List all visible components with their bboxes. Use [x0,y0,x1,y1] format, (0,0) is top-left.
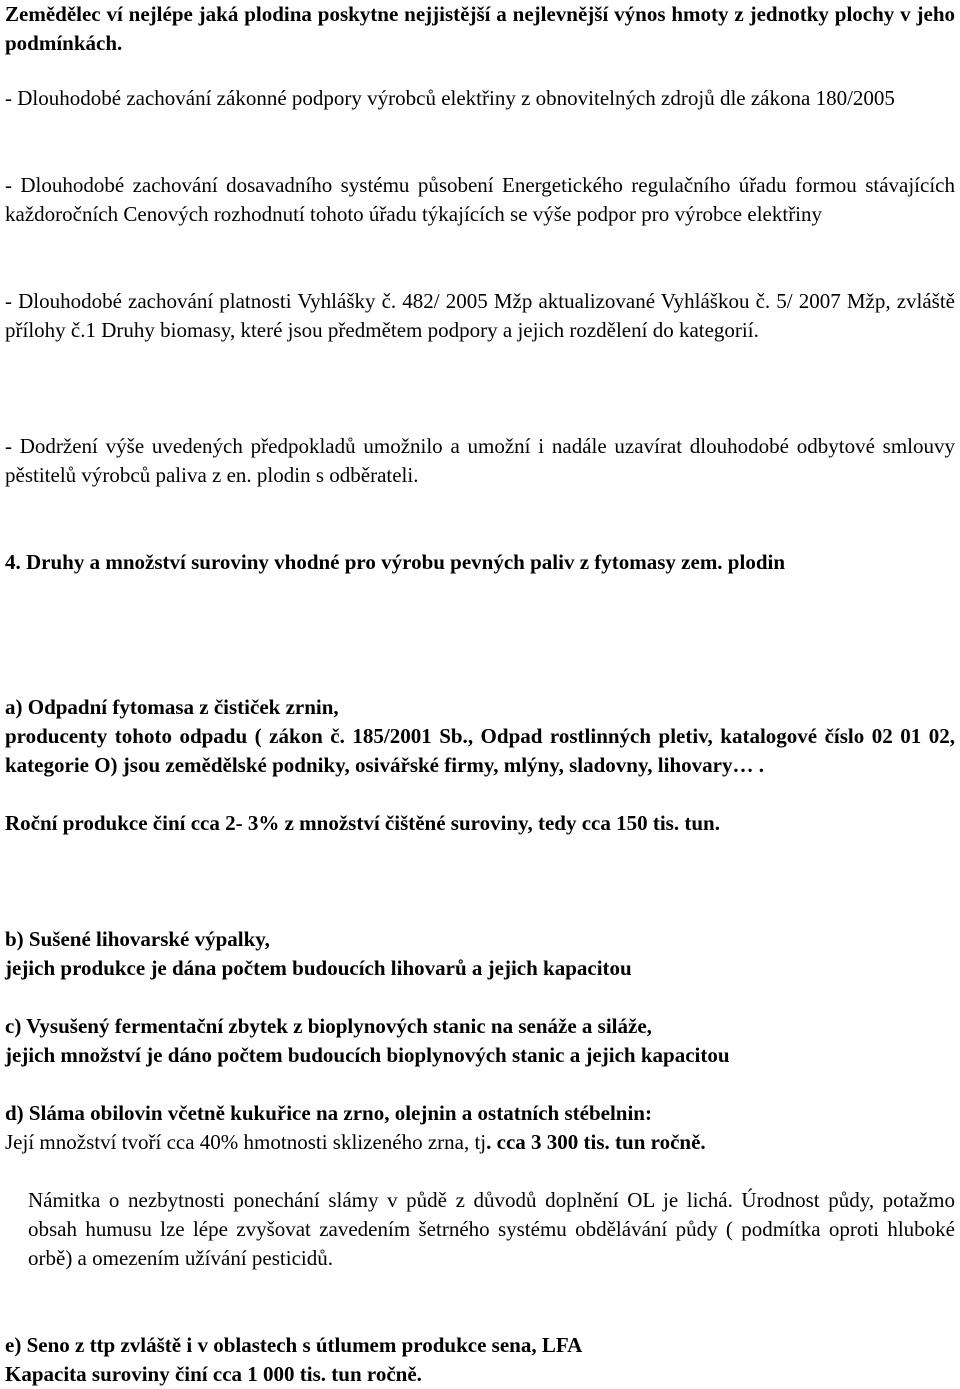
item-e-body: Kapacita suroviny činí cca 1 000 tis. tun ročně. [5,1362,422,1386]
item-b-body: jejich produkce je dána počtem budoucích lihovarů a jejich kapacitou [5,956,632,980]
intro-paragraph: Zemědělec ví nejlépe jaká plodina poskytne nejjistější a nejlevnější výnos hmoty z jednotky plochy v jeho podmínkách. [5,2,955,55]
bullet-contracts: - Dodržení výše uvedených předpokladů umožnilo a umožní i nadále uzavírat dlouhodobé odbytové smlouvy pěstitelů výrobců paliva z en. plodin s odběrateli. [5,434,955,487]
item-b-title: b) Sušené lihovarské výpalky, [5,927,270,951]
objection-paragraph: Námitka o nezbytnosti ponechání slámy v půdě z důvodů doplnění OL je lichá. Úrodnost půdy, potažmo obsah humusu lze lépe zvyšovat zavedením šetrného systému obdělávání půdy ( podmítka oproti hluboké orbě) a omezením užívání pesticidů. [28,1188,955,1270]
item-d-body-amount: . cca 3 300 tis. tun ročně. [486,1130,706,1154]
item-a-body-law: producenty tohoto odpadu ( zákon č. 185/2001 Sb. [5,724,468,748]
item-a-body-rest: , Odpad rostlinných pletiv, katalogové číslo 02 01 02, kategorie O) jsou zemědělské podniky, osivářské firmy, mlýny, sladovny, lihovary… . [5,724,955,777]
item-d-body-share: Její množství tvoří cca 40% hmotnosti sklizeného zrna, tj [5,1130,487,1154]
bullet-decree: - Dlouhodobé zachování platnosti Vyhlášky č. 482/ 2005 Mžp aktualizované Vyhláškou č. 5/ 2007 Mžp, zvláště přílohy č.1 Druhy biomasy, které jsou předmětem podpory a jejich rozdělení do kategorií. [5,289,955,342]
item-d-body [5,1128,955,1157]
item-c-title: c) Vysušený fermentační zbytek z bioplynových stanic na senáže a siláže, [5,1014,652,1038]
bullet-eru-system: - Dlouhodobé zachování dosavadního systému působení Energetického regulačního úřadu formou stávajících každoročních Cenových rozhodnutí tohoto úřadu týkajících se výše podpor pro výrobce elektřiny [5,173,955,226]
item-a-production: Roční produkce činí cca 2- 3% z množství čištěné suroviny, tedy cca 150 tis. tun. [5,811,720,835]
bullet-law-support: - Dlouhodobé zachování zákonné podpory výrobců elektřiny z obnovitelných zdrojů dle zákona 180/2005 [5,86,895,110]
item-a-body [5,722,955,780]
item-a-title: a) Odpadní fytomasa z čističek zrnin, [5,695,339,719]
item-c-body: jejich množství je dáno počtem budoucích bioplynových stanic a jejich kapacitou [5,1043,730,1067]
item-d-title: d) Sláma obilovin včetně kukuřice na zrno, olejnin a ostatních stébelnin: [5,1101,652,1125]
item-e-title: e) Seno z ttp zvláště i v oblastech s útlumem produkce sena, LFA [5,1333,583,1357]
section-heading: 4. Druhy a množství suroviny vhodné pro výrobu pevných paliv z fytomasy zem. plodin [5,550,786,574]
